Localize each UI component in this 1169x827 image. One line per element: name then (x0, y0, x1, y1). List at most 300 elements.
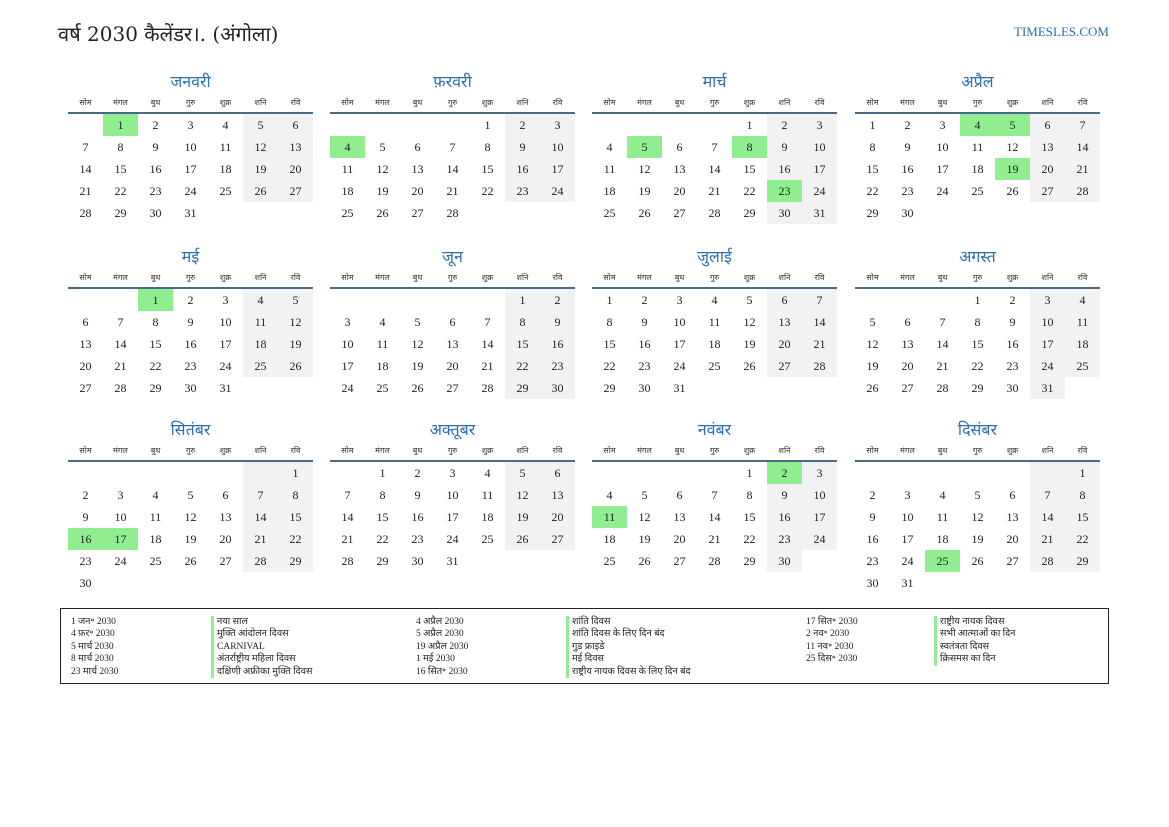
day-cell[interactable]: 12 (1006, 140, 1019, 154)
day-cell[interactable]: 23 (1006, 359, 1019, 373)
day-cell[interactable]: 27 (540, 528, 575, 550)
day-cell[interactable]: 10 (341, 337, 354, 351)
day-cell[interactable]: 22 (149, 359, 162, 373)
day-cell[interactable]: 25 (481, 532, 494, 546)
day-cell[interactable]: 10 (184, 140, 197, 154)
day-cell[interactable]: 8 (505, 311, 540, 333)
day-cell[interactable]: 24 (219, 359, 232, 373)
day-cell[interactable]: 11 (341, 162, 354, 176)
day-cell[interactable]: 13 (540, 484, 575, 506)
day-cell[interactable]: 28 (114, 381, 127, 395)
day-cell[interactable]: 25 (925, 550, 960, 572)
day-cell[interactable]: 7 (711, 488, 718, 502)
day-cell[interactable]: 10 (802, 484, 837, 506)
day-cell[interactable]: 3 (449, 466, 456, 480)
day-cell[interactable]: 29 (743, 554, 756, 568)
day-cell[interactable]: 8 (746, 488, 753, 502)
day-cell[interactable]: 3 (802, 462, 837, 484)
day-cell[interactable]: 2 (505, 114, 540, 136)
day-cell[interactable]: 10 (446, 488, 459, 502)
day-cell[interactable]: 3 (904, 488, 911, 502)
day-cell[interactable]: 1 (1065, 462, 1100, 484)
day-cell[interactable]: 20 (540, 506, 575, 528)
day-cell[interactable]: 23 (901, 184, 914, 198)
day-cell[interactable]: 1 (138, 289, 173, 311)
day-cell[interactable]: 3 (117, 488, 124, 502)
day-cell[interactable]: 4 (960, 114, 995, 136)
day-cell[interactable]: 29 (114, 206, 127, 220)
day-cell[interactable]: 28 (708, 206, 721, 220)
day-cell[interactable]: 22 (1065, 528, 1100, 550)
day-cell[interactable]: 14 (802, 311, 837, 333)
day-cell[interactable]: 31 (446, 554, 459, 568)
day-cell[interactable]: 25 (149, 554, 162, 568)
day-cell[interactable]: 29 (1065, 550, 1100, 572)
day-cell[interactable]: 27 (1030, 180, 1065, 202)
day-cell[interactable]: 19 (638, 184, 651, 198)
day-cell[interactable]: 2 (904, 118, 911, 132)
day-cell[interactable]: 4 (379, 315, 386, 329)
day-cell[interactable]: 20 (1006, 532, 1019, 546)
day-cell[interactable]: 11 (1065, 311, 1100, 333)
day-cell[interactable]: 5 (869, 315, 876, 329)
day-cell[interactable]: 7 (117, 315, 124, 329)
day-cell[interactable]: 20 (79, 359, 92, 373)
day-cell[interactable]: 24 (802, 528, 837, 550)
day-cell[interactable]: 16 (1006, 337, 1019, 351)
day-cell[interactable]: 6 (414, 140, 421, 154)
day-cell[interactable]: 1 (379, 466, 386, 480)
day-cell[interactable]: 26 (278, 355, 313, 377)
day-cell[interactable]: 30 (1006, 381, 1019, 395)
day-cell[interactable]: 7 (1065, 114, 1100, 136)
day-cell[interactable]: 3 (802, 114, 837, 136)
day-cell[interactable]: 22 (603, 359, 616, 373)
day-cell[interactable]: 18 (376, 359, 389, 373)
day-cell[interactable]: 21 (802, 333, 837, 355)
day-cell[interactable]: 11 (936, 510, 949, 524)
day-cell[interactable]: 31 (673, 381, 686, 395)
day-cell[interactable]: 20 (673, 532, 686, 546)
day-cell[interactable]: 14 (708, 162, 721, 176)
day-cell[interactable]: 23 (638, 359, 651, 373)
day-cell[interactable]: 11 (603, 162, 616, 176)
day-cell[interactable]: 1 (746, 466, 753, 480)
day-cell[interactable]: 9 (505, 136, 540, 158)
day-cell[interactable]: 15 (971, 337, 984, 351)
day-cell[interactable]: 18 (603, 184, 616, 198)
day-cell[interactable]: 13 (79, 337, 92, 351)
day-cell[interactable]: 17 (901, 532, 914, 546)
day-cell[interactable]: 30 (767, 550, 802, 572)
day-cell[interactable]: 16 (638, 337, 651, 351)
day-cell[interactable]: 26 (971, 554, 984, 568)
day-cell[interactable]: 11 (243, 311, 278, 333)
day-cell[interactable]: 4 (152, 488, 159, 502)
day-cell[interactable]: 26 (243, 180, 278, 202)
day-cell[interactable]: 16 (505, 158, 540, 180)
day-cell[interactable]: 11 (971, 140, 984, 154)
day-cell[interactable]: 18 (481, 510, 494, 524)
day-cell[interactable]: 22 (505, 355, 540, 377)
day-cell[interactable]: 8 (379, 488, 386, 502)
day-cell[interactable]: 21 (446, 184, 459, 198)
day-cell[interactable]: 17 (184, 162, 197, 176)
day-cell[interactable]: 14 (1065, 136, 1100, 158)
day-cell[interactable]: 3 (187, 118, 194, 132)
day-cell[interactable]: 5 (974, 488, 981, 502)
day-cell[interactable]: 14 (446, 162, 459, 176)
day-cell[interactable]: 15 (1065, 506, 1100, 528)
day-cell[interactable]: 29 (743, 206, 756, 220)
day-cell[interactable]: 25 (219, 184, 232, 198)
day-cell[interactable]: 19 (184, 532, 197, 546)
day-cell[interactable]: 12 (866, 337, 879, 351)
day-cell[interactable]: 6 (676, 140, 683, 154)
day-cell[interactable]: 6 (278, 114, 313, 136)
day-cell[interactable]: 12 (743, 315, 756, 329)
day-cell[interactable]: 26 (376, 206, 389, 220)
day-cell[interactable]: 16 (901, 162, 914, 176)
day-cell[interactable]: 24 (901, 554, 914, 568)
day-cell[interactable]: 7 (243, 484, 278, 506)
day-cell[interactable]: 5 (243, 114, 278, 136)
day-cell[interactable]: 6 (767, 289, 802, 311)
day-cell[interactable]: 4 (484, 466, 491, 480)
day-cell[interactable]: 16 (767, 158, 802, 180)
day-cell[interactable]: 6 (222, 488, 229, 502)
day-cell[interactable]: 15 (505, 333, 540, 355)
day-cell[interactable]: 5 (187, 488, 194, 502)
day-cell[interactable]: 8 (278, 484, 313, 506)
day-cell[interactable]: 30 (79, 576, 92, 590)
day-cell[interactable]: 8 (152, 315, 159, 329)
day-cell[interactable]: 11 (219, 140, 232, 154)
day-cell[interactable]: 19 (743, 337, 756, 351)
day-cell[interactable]: 3 (540, 114, 575, 136)
day-cell[interactable]: 7 (939, 315, 946, 329)
day-cell[interactable]: 23 (767, 528, 802, 550)
day-cell[interactable]: 28 (802, 355, 837, 377)
day-cell[interactable]: 15 (114, 162, 127, 176)
day-cell[interactable]: 2 (641, 293, 648, 307)
day-cell[interactable]: 10 (219, 315, 232, 329)
day-cell[interactable]: 10 (901, 510, 914, 524)
day-cell[interactable]: 27 (79, 381, 92, 395)
day-cell[interactable]: 26 (184, 554, 197, 568)
day-cell[interactable]: 27 (446, 381, 459, 395)
day-cell[interactable]: 27 (1006, 554, 1019, 568)
day-cell[interactable]: 25 (376, 381, 389, 395)
day-cell[interactable]: 6 (1009, 488, 1016, 502)
day-cell[interactable]: 17 (802, 506, 837, 528)
day-cell[interactable]: 9 (82, 510, 89, 524)
day-cell[interactable]: 1 (103, 114, 138, 136)
day-cell[interactable]: 3 (222, 293, 229, 307)
day-cell[interactable]: 30 (638, 381, 651, 395)
day-cell[interactable]: 1 (484, 118, 491, 132)
day-cell[interactable]: 5 (505, 462, 540, 484)
day-cell[interactable]: 31 (901, 576, 914, 590)
day-cell[interactable]: 13 (673, 510, 686, 524)
day-cell[interactable]: 8 (974, 315, 981, 329)
day-cell[interactable]: 3 (939, 118, 946, 132)
day-cell[interactable]: 27 (673, 554, 686, 568)
day-cell[interactable]: 18 (243, 333, 278, 355)
day-cell[interactable]: 9 (540, 311, 575, 333)
day-cell[interactable]: 7 (449, 140, 456, 154)
day-cell[interactable]: 13 (278, 136, 313, 158)
day-cell[interactable]: 10 (802, 136, 837, 158)
day-cell[interactable]: 13 (1030, 136, 1065, 158)
day-cell[interactable]: 2 (414, 466, 421, 480)
day-cell[interactable]: 23 (866, 554, 879, 568)
day-cell[interactable]: 31 (802, 202, 837, 224)
day-cell[interactable]: 20 (219, 532, 232, 546)
day-cell[interactable]: 15 (743, 510, 756, 524)
day-cell[interactable]: 8 (117, 140, 124, 154)
day-cell[interactable]: 14 (936, 337, 949, 351)
day-cell[interactable]: 29 (149, 381, 162, 395)
day-cell[interactable]: 16 (540, 333, 575, 355)
day-cell[interactable]: 22 (743, 184, 756, 198)
day-cell[interactable]: 21 (114, 359, 127, 373)
day-cell[interactable]: 30 (866, 576, 879, 590)
day-cell[interactable]: 25 (603, 206, 616, 220)
day-cell[interactable]: 15 (149, 337, 162, 351)
day-cell[interactable]: 23 (540, 355, 575, 377)
day-cell[interactable]: 27 (901, 381, 914, 395)
day-cell[interactable]: 28 (1030, 550, 1065, 572)
day-cell[interactable]: 17 (802, 158, 837, 180)
day-cell[interactable]: 9 (767, 136, 802, 158)
day-cell[interactable]: 25 (1065, 355, 1100, 377)
day-cell[interactable]: 22 (376, 532, 389, 546)
day-cell[interactable]: 24 (1030, 355, 1065, 377)
day-cell[interactable]: 10 (114, 510, 127, 524)
day-cell[interactable]: 29 (866, 206, 879, 220)
day-cell[interactable]: 2 (767, 114, 802, 136)
day-cell[interactable]: 10 (540, 136, 575, 158)
day-cell[interactable]: 15 (743, 162, 756, 176)
day-cell[interactable]: 21 (708, 184, 721, 198)
day-cell[interactable]: 6 (540, 462, 575, 484)
day-cell[interactable]: 31 (219, 381, 232, 395)
day-cell[interactable]: 16 (767, 506, 802, 528)
day-cell[interactable]: 24 (446, 532, 459, 546)
day-cell[interactable]: 6 (82, 315, 89, 329)
day-cell[interactable]: 26 (638, 206, 651, 220)
day-cell[interactable]: 27 (278, 180, 313, 202)
day-cell[interactable]: 4 (1065, 289, 1100, 311)
day-cell[interactable]: 19 (243, 158, 278, 180)
day-cell[interactable]: 27 (411, 206, 424, 220)
day-cell[interactable]: 9 (767, 484, 802, 506)
day-cell[interactable]: 28 (341, 554, 354, 568)
day-cell[interactable]: 11 (376, 337, 389, 351)
day-cell[interactable]: 23 (149, 184, 162, 198)
day-cell[interactable]: 23 (184, 359, 197, 373)
day-cell[interactable]: 19 (971, 532, 984, 546)
day-cell[interactable]: 28 (79, 206, 92, 220)
day-cell[interactable]: 12 (411, 337, 424, 351)
day-cell[interactable]: 2 (152, 118, 159, 132)
day-cell[interactable]: 3 (1030, 289, 1065, 311)
day-cell[interactable]: 23 (505, 180, 540, 202)
day-cell[interactable]: 1 (278, 462, 313, 484)
day-cell[interactable]: 14 (341, 510, 354, 524)
day-cell[interactable]: 23 (767, 180, 802, 202)
day-cell[interactable]: 25 (243, 355, 278, 377)
day-cell[interactable]: 19 (995, 158, 1030, 180)
day-cell[interactable]: 12 (184, 510, 197, 524)
day-cell[interactable]: 15 (376, 510, 389, 524)
day-cell[interactable]: 8 (732, 136, 767, 158)
day-cell[interactable]: 4 (606, 140, 613, 154)
day-cell[interactable]: 6 (904, 315, 911, 329)
day-cell[interactable]: 1 (869, 118, 876, 132)
day-cell[interactable]: 6 (449, 315, 456, 329)
day-cell[interactable]: 8 (869, 140, 876, 154)
day-cell[interactable]: 12 (638, 162, 651, 176)
day-cell[interactable]: 30 (767, 202, 802, 224)
day-cell[interactable]: 21 (481, 359, 494, 373)
day-cell[interactable]: 4 (606, 488, 613, 502)
day-cell[interactable]: 21 (1030, 528, 1065, 550)
day-cell[interactable]: 17 (673, 337, 686, 351)
day-cell[interactable]: 18 (341, 184, 354, 198)
day-cell[interactable]: 4 (939, 488, 946, 502)
day-cell[interactable]: 4 (330, 136, 365, 158)
day-cell[interactable]: 6 (1030, 114, 1065, 136)
day-cell[interactable]: 30 (901, 206, 914, 220)
day-cell[interactable]: 27 (673, 206, 686, 220)
day-cell[interactable]: 21 (79, 184, 92, 198)
day-cell[interactable]: 28 (708, 554, 721, 568)
day-cell[interactable]: 9 (904, 140, 911, 154)
day-cell[interactable]: 19 (376, 184, 389, 198)
day-cell[interactable]: 20 (1030, 158, 1065, 180)
day-cell[interactable]: 7 (1030, 484, 1065, 506)
day-cell[interactable]: 19 (505, 506, 540, 528)
day-cell[interactable]: 14 (708, 510, 721, 524)
day-cell[interactable]: 17 (103, 528, 138, 550)
day-cell[interactable]: 12 (505, 484, 540, 506)
day-cell[interactable]: 14 (481, 337, 494, 351)
day-cell[interactable]: 16 (149, 162, 162, 176)
day-cell[interactable]: 20 (767, 333, 802, 355)
day-cell[interactable]: 19 (638, 532, 651, 546)
day-cell[interactable]: 7 (802, 289, 837, 311)
day-cell[interactable]: 3 (676, 293, 683, 307)
day-cell[interactable]: 5 (379, 140, 386, 154)
day-cell[interactable]: 14 (79, 162, 92, 176)
day-cell[interactable]: 24 (673, 359, 686, 373)
day-cell[interactable]: 2 (1009, 293, 1016, 307)
day-cell[interactable]: 11 (149, 510, 162, 524)
day-cell[interactable]: 31 (184, 206, 197, 220)
day-cell[interactable]: 19 (866, 359, 879, 373)
day-cell[interactable]: 9 (152, 140, 159, 154)
day-cell[interactable]: 27 (767, 355, 802, 377)
day-cell[interactable]: 31 (1030, 377, 1065, 399)
day-cell[interactable]: 18 (219, 162, 232, 176)
day-cell[interactable]: 20 (278, 158, 313, 180)
day-cell[interactable]: 22 (866, 184, 879, 198)
day-cell[interactable]: 19 (278, 333, 313, 355)
day-cell[interactable]: 24 (184, 184, 197, 198)
day-cell[interactable]: 25 (603, 554, 616, 568)
day-cell[interactable]: 20 (901, 359, 914, 373)
day-cell[interactable]: 12 (243, 136, 278, 158)
day-cell[interactable]: 10 (1030, 311, 1065, 333)
day-cell[interactable]: 17 (936, 162, 949, 176)
day-cell[interactable]: 30 (149, 206, 162, 220)
day-cell[interactable]: 24 (341, 381, 354, 395)
day-cell[interactable]: 17 (540, 158, 575, 180)
day-cell[interactable]: 28 (936, 381, 949, 395)
day-cell[interactable]: 10 (673, 315, 686, 329)
day-cell[interactable]: 25 (341, 206, 354, 220)
day-cell[interactable]: 25 (708, 359, 721, 373)
day-cell[interactable]: 25 (971, 184, 984, 198)
day-cell[interactable]: 18 (971, 162, 984, 176)
day-cell[interactable]: 1 (746, 118, 753, 132)
day-cell[interactable]: 15 (278, 506, 313, 528)
day-cell[interactable]: 17 (219, 337, 232, 351)
day-cell[interactable]: 26 (743, 359, 756, 373)
day-cell[interactable]: 5 (746, 293, 753, 307)
day-cell[interactable]: 5 (995, 114, 1030, 136)
day-cell[interactable]: 13 (446, 337, 459, 351)
day-cell[interactable]: 27 (219, 554, 232, 568)
day-cell[interactable]: 12 (278, 311, 313, 333)
day-cell[interactable]: 18 (708, 337, 721, 351)
day-cell[interactable]: 20 (411, 184, 424, 198)
day-cell[interactable]: 20 (446, 359, 459, 373)
day-cell[interactable]: 28 (446, 206, 459, 220)
day-cell[interactable]: 8 (606, 315, 613, 329)
day-cell[interactable]: 10 (936, 140, 949, 154)
day-cell[interactable]: 26 (1006, 184, 1019, 198)
day-cell[interactable]: 9 (869, 510, 876, 524)
day-cell[interactable]: 29 (971, 381, 984, 395)
day-cell[interactable]: 13 (411, 162, 424, 176)
day-cell[interactable]: 17 (341, 359, 354, 373)
day-cell[interactable]: 22 (743, 532, 756, 546)
day-cell[interactable]: 22 (114, 184, 127, 198)
day-cell[interactable]: 22 (278, 528, 313, 550)
day-cell[interactable]: 7 (82, 140, 89, 154)
day-cell[interactable]: 21 (341, 532, 354, 546)
day-cell[interactable]: 9 (414, 488, 421, 502)
day-cell[interactable]: 2 (869, 488, 876, 502)
day-cell[interactable]: 30 (540, 377, 575, 399)
day-cell[interactable]: 7 (344, 488, 351, 502)
day-cell[interactable]: 4 (243, 289, 278, 311)
day-cell[interactable]: 26 (866, 381, 879, 395)
day-cell[interactable]: 24 (540, 180, 575, 202)
day-cell[interactable]: 22 (971, 359, 984, 373)
day-cell[interactable]: 29 (278, 550, 313, 572)
day-cell[interactable]: 9 (641, 315, 648, 329)
day-cell[interactable]: 20 (673, 184, 686, 198)
day-cell[interactable]: 17 (1030, 333, 1065, 355)
day-cell[interactable]: 28 (481, 381, 494, 395)
day-cell[interactable]: 13 (767, 311, 802, 333)
day-cell[interactable]: 29 (603, 381, 616, 395)
day-cell[interactable]: 7 (711, 140, 718, 154)
